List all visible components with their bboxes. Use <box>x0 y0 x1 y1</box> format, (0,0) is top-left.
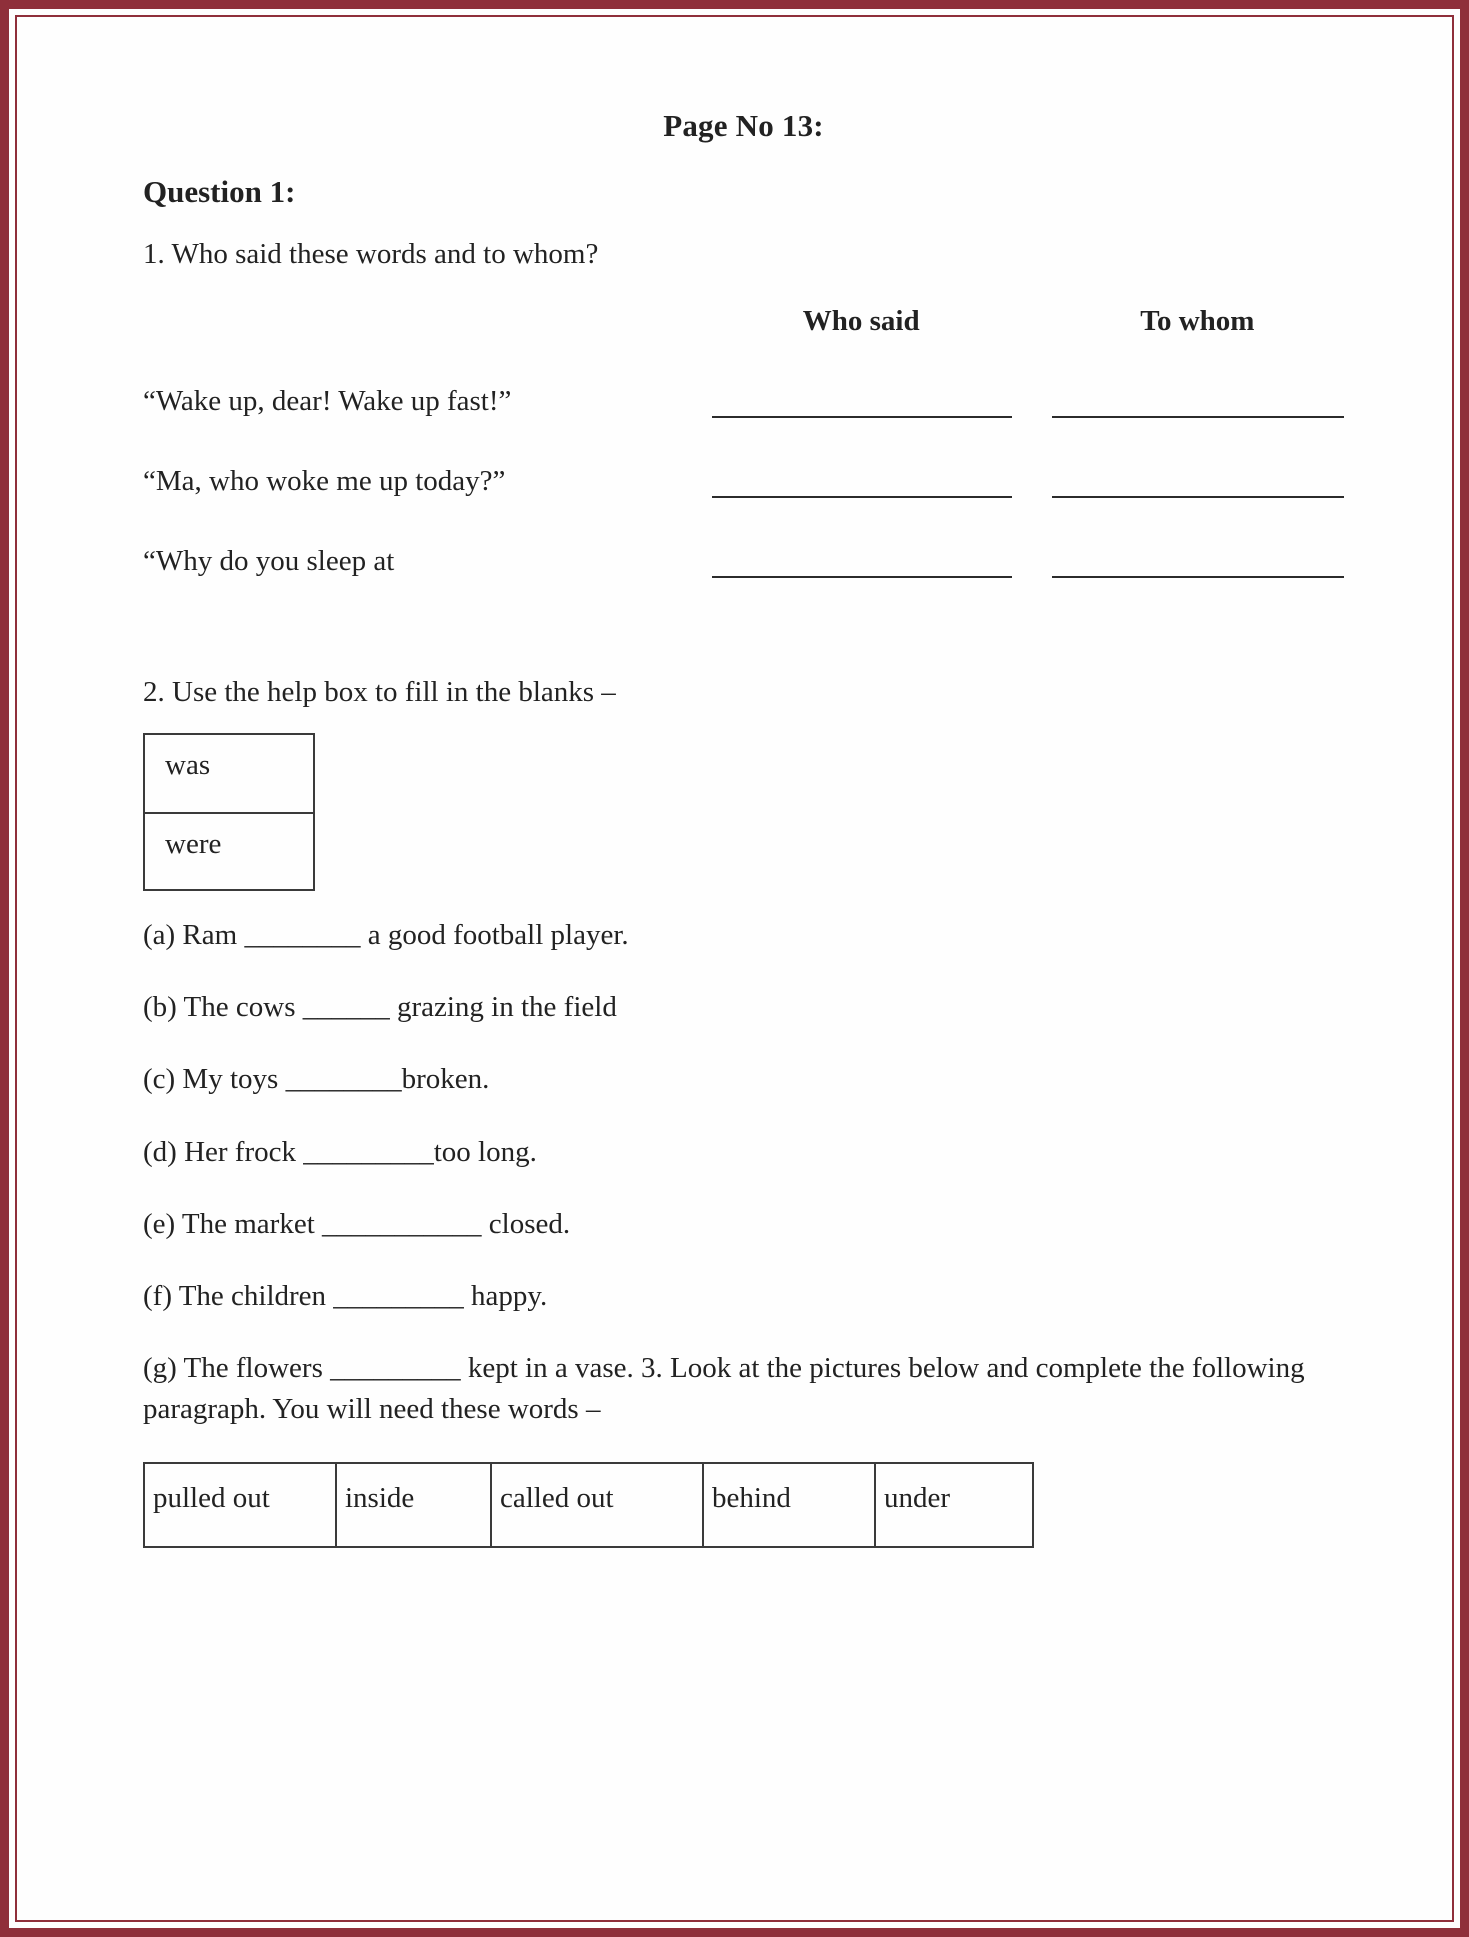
q1-column-headers <box>143 305 1344 338</box>
quote-text: “Why do you sleep at <box>143 545 395 577</box>
q2-prompt: 2. Use the help box to fill in the blanks – <box>143 676 616 708</box>
q1-prompt: 1. Who said these words and to whom? <box>143 238 599 270</box>
column-header-to-whom: To whom <box>1140 305 1255 337</box>
quote-text: “Ma, who woke me up today?” <box>143 465 506 497</box>
quote-text: “Wake up, dear! Wake up fast!” <box>143 385 512 417</box>
fill-item-f: (f) The children _________ happy. <box>143 1279 548 1312</box>
quote-row <box>143 464 1344 498</box>
fill-item-d: (d) Her frock _________too long. <box>143 1135 537 1168</box>
word-box-cell: under <box>874 1464 1032 1546</box>
page-title: Page No 13: <box>663 108 824 143</box>
quote-row <box>143 544 1344 578</box>
fill-item-a: (a) Ram ________ a good football player. <box>143 919 629 951</box>
quote-row <box>143 384 1344 418</box>
blank-line-to-whom <box>1052 546 1345 578</box>
column-header-who-said: Who said <box>802 305 920 337</box>
word-box-cell: called out <box>490 1464 702 1546</box>
blank-line-who-said <box>712 466 1011 498</box>
blank-line-who-said <box>712 386 1011 418</box>
fill-item-g: (g) The flowers _________ kept in a vase. 3. Look at the pictures below and complete the following paragraph. You will need these words – <box>143 1352 1305 1426</box>
word-box-cell: pulled out <box>153 1482 270 1515</box>
fill-item-c: (c) My toys ________broken. <box>143 1063 490 1096</box>
help-box-cell-was: was <box>165 749 211 781</box>
word-box-cell: inside <box>335 1464 490 1546</box>
question-heading: Question 1: <box>143 174 296 209</box>
word-box-cell: behind <box>702 1464 874 1546</box>
fill-item-e: (e) The market ___________ closed. <box>143 1207 571 1240</box>
blank-line-to-whom <box>1052 466 1345 498</box>
help-box <box>143 733 315 891</box>
help-box-cell-were: were <box>145 812 313 889</box>
word-box <box>143 1462 1034 1548</box>
column-spacer <box>143 305 710 338</box>
fill-item-b: (b) The cows ______ grazing in the field <box>143 991 617 1024</box>
blank-line-to-whom <box>1052 386 1345 418</box>
blank-line-who-said <box>712 546 1011 578</box>
